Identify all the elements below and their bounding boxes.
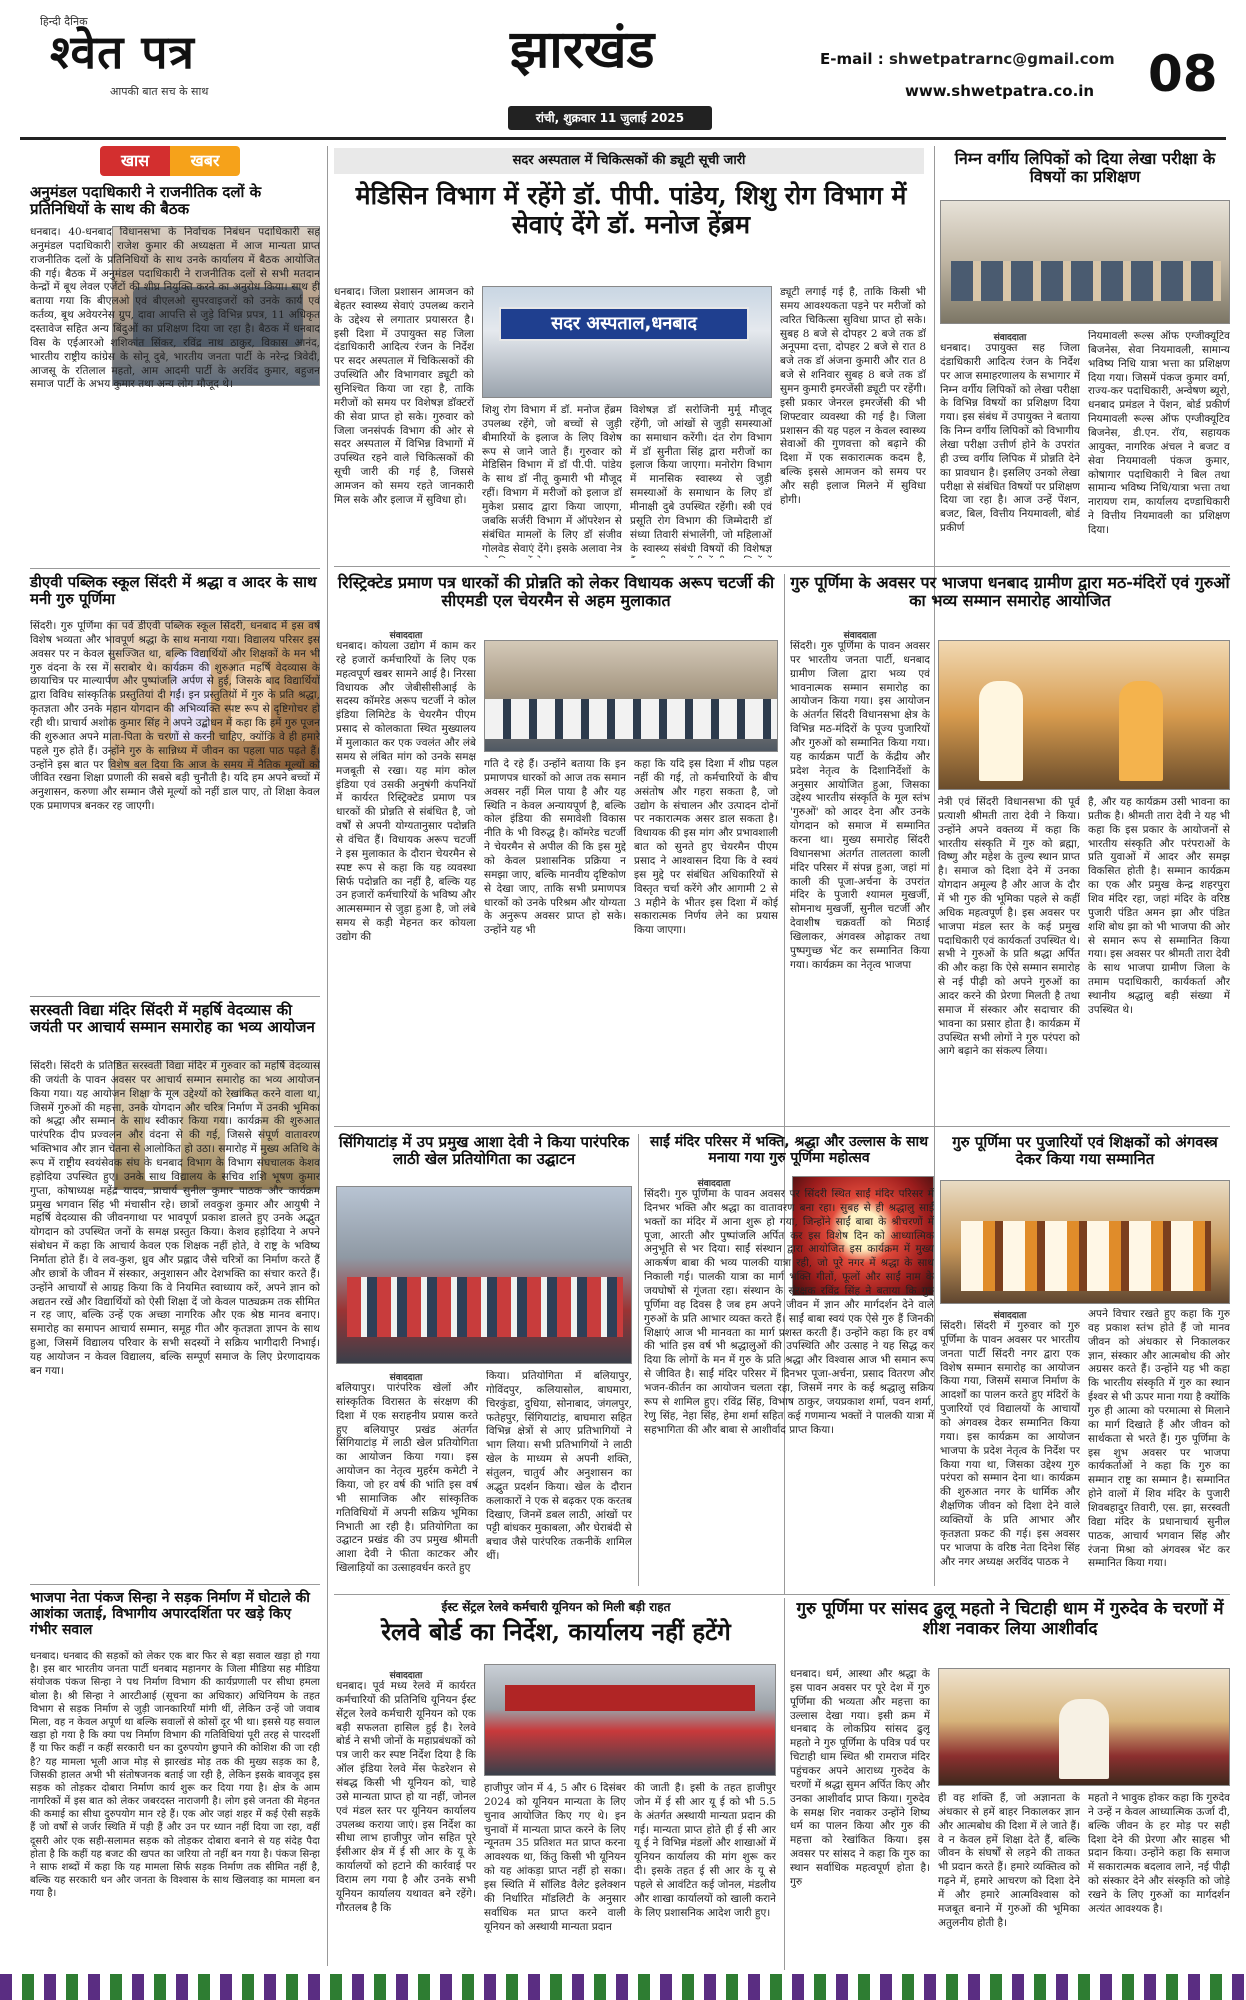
article-body: नेत्री एवं सिंदरी विधानसभा की पूर्व प्रत्याशी श्रीमती तारा देवी ने किया। उन्होंने अपने वक्तव्य में कहा कि भारतीय संस्कृति में गुरु को ब्रह्मा, विष्णु और महेश के तुल्य स्थान प्राप्त है। समाज को दिशा देने में उनका योगदान अमूल्य है और आज के दौर में भी गुरु की भूमिका पहले से कहीं अधिक महत्वपूर्ण है। इस अवसर पर भाजपा मंडल स्तर के कई प्रमुख पदाधिकारी एवं कार्यकर्ता उपस्थित थे। सभी ने गुरुओं के प्रति श्रद्धा अर्पित की और कहा कि ऐसे सम्मान समारोह से नई पीढ़ी को अपने गुरुओं का आदर करने की प्रेरणा मिलती है तथा समाज में संस्कार और सदाचार की भावना का प्रसार होता है। कार्यक्रम में उपस्थित सभी लोगों ने गुरु परंपरा को आगे बढ़ाने का संकल्प लिया। [938, 796, 1080, 1058]
article-body: अपने विचार रखते हुए कहा कि गुरु वह प्रकाश स्तंभ होते हैं जो मानव जीवन को अंधकार से निकालकर ज्ञान, संस्कार और आत्मबोध की ओर अग्रसर करते हैं। उन्होंने यह भी कहा कि भारतीय संस्कृति में गुरु का स्थान ईश्वर से भी ऊपर माना गया है क्योंकि गुरु ही आत्मा को परमात्मा से मिलाने का मार्ग दिखाते हैं और जीवन को सार्थकता से भरते हैं। गुरु पूर्णिमा के इस शुभ अवसर पर भाजपा कार्यकर्ताओं ने कहा कि गुरु का सम्मान राष्ट्र का सम्मान है। सम्मानित होने वालों में शिव मंदिर के पुजारी शिवबहादुर तिवारी, एस. झा, सरस्वती विद्या मंदिर के प्रधानाचार्य सुनील पाठक, आचार्य भगवान सिंह और रंजना मिश्रा को अंगवस्त्र भेंट कर सम्मानित किया गया। [1088, 1308, 1230, 1570]
article-body: नियमावली रूल्स ऑफ एग्जीक्यूटिव बिजनेस, सेवा नियमावली, सामान्य भविष्य निधि यात्रा भत्ता का प्रशिक्षण दिया गया। जिसमें पंकज कुमार वर्मा, राज्य-कर पदाधिकारी, अन्वेषण ब्यूरो, धनबाद प्रमंडल ने पेंशन, बोर्ड प्रकीर्ण नियमावली रूल्स ऑफ एग्जीक्यूटिव बिजनेस, डी.एन. रॉय, सहायक आयुक्त, नागरिक अंचल ने बजट व सेवा नियमावली पंकज कुमार, कोषागार पदाधिकारी ने बिल तथा सामान्य भविष्य निधि/यात्रा भत्ता तथा नारायण राम, कार्यालय दण्डाधिकारी ने वित्तीय नियमावली का प्रशिक्षण दिया। [1088, 330, 1230, 537]
article-body: ड्यूटी लगाई गई है, ताकि किसी भी समय आवश्यकता पड़ने पर मरीजों को त्वरित चिकित्सा सुविधा प्राप्त हो सके। सुबह 8 बजे से दोपहर 2 बजे तक डॉ अनूपमा दत्ता, दोपहर 2 बजे से रात 8 बजे तक डॉ अंजना कुमारी और रात 8 बजे से शनिवार सुबह 8 बजे तक डॉ सुमन कुमारी इमरजेंसी ड्यूटी पर रहेंगी। इसी प्रकार जेनरल इमरजेंसी की भी शिफ्टवार व्यवस्था की गई है। जिला प्रशासन की यह पहल न केवल स्वास्थ्य सेवाओं की गुणवत्ता को बढ़ाने की दिशा में एक सकारात्मक कदम है, बल्कि इससे आमजन को समय पर और सही इलाज मिलने में सुविधा होगी। [780, 286, 926, 506]
article-title: रेलवे बोर्ड का निर्देश, कार्यालय नहीं हटेंगे [381, 1617, 731, 1646]
article-body: सिंदरी। गुरु पूर्णिमा का पर्व डीएवी पब्लिक स्कूल सिंदरी, धनबाद में इस वर्ष विशेष भव्यता और भावपूर्ण श्रद्धा के साथ मनाया गया। विद्यालय परिसर इस अवसर पर न केवल सुसज्जित था, बल्कि विद्यार्थियों और शिक्षकों के मन भी गुरु वंदना के रस में सराबोर थे। कार्यक्रम की शुरुआत महर्षि वेदव्यास के छायाचित्र पर माल्यार्पण और पुष्पांजलि अर्पण से हुई, जिसके बाद विद्यार्थियों द्वारा विविध सांस्कृतिक प्रस्तुतियां दी गईं। इन प्रस्तुतियों में गुरु के प्रति श्रद्धा, कृतज्ञता और उनके महान योगदान की अभिव्यक्ति स्पष्ट रूप से दृष्टिगोचर हो रही थी। प्राचार्य अशोक कुमार सिंह ने अपने उद्बोधन में कहा कि हमें गुरु पूजन की शुरुआत अपने माता-पिता के चरणों से करनी चाहिए, क्योंकि वे ही हमारे पहले गुरु होते हैं। उन्होंने गुरु के सान्निध्य में जीवन का पहला पाठ पढ़ते हैं। उन्होंने इस बात पर विशेष बल दिया कि आज के समय में नैतिक मूल्यों को जीवित रखना शिक्षा प्रणाली की सबसे बड़ी चुनौती है। यदि हम अपने बच्चों में अनुशासन, करुणा और सम्मान जैसे मूल्यों को नहीं डाल पाए, तो शिक्षा केवल एक प्रमाणपत्र बनकर रह जाएगी। [30, 620, 320, 813]
article-title: गुरु पूर्णिमा पर पुजारियों एवं शिक्षकों को अंगवस्त्र देकर किया गया सम्मानित [952, 1133, 1218, 1169]
divider [334, 1126, 1230, 1127]
byline: संवाददाता [389, 1671, 423, 1681]
article-body: बलियापुर। पारंपरिक खेलों और सांस्कृतिक विरासत के संरक्षण की दिशा में एक सराहनीय प्रयास करते हुए बलियापुर प्रखंड अंतर्गत सिंगियाटांड़ में लाठी खेल प्रतियोगिता का आयोजन किया गया। इस आयोजन का नेतृत्व मुहर्रम कमेटी ने किया, जो हर वर्ष की भांति इस वर्ष भी सामाजिक और सांस्कृतिक गतिविधियों में अपनी सक्रिय भूमिका निभाती आ रही है। प्रतियोगिता का उद्घाटन प्रखंड की उप प्रमुख श्रीमती आशा देवी ने फीता काटकर और खिलाड़ियों का उत्साहवर्धन करते हुए [336, 1382, 478, 1575]
column-divider [784, 1598, 785, 1970]
railway-union-photo [484, 1664, 776, 1776]
article-body: धनबाद। कोयला उद्योग में काम कर रहे हजारों कर्मचारियों के लिए एक महत्वपूर्ण खबर सामने आई है। निरसा विधायक और जेबीसीसीआई के सदस्य कॉमरेड अरूप चटर्जी ने कोल इंडिया लिमिटेड के चेयरमैन पीएम प्रसाद से कोलकाता स्थित मुख्यालय में मुलाकात कर एक ज्वलंत और लंबे समय से लंबित मांग को उनके समक्ष मजबूती से रखा। यह मांग कोल इंडिया एवं उसकी अनुषंगी कंपनियों में कार्यरत रिस्ट्रिक्टेड प्रमाण पत्र धारकों की प्रोन्नति से संबंधित है, जो वर्षों से अपनी योग्यतानुसार पदोन्नति से वंचित हैं। विधायक अरूप चटर्जी ने इस मुलाकात के दौरान चेयरमैन से स्पष्ट रूप से कहा कि यह व्यवस्था सिर्फ पदोन्नति का नहीं है, बल्कि यह उन हजारों कर्मचारियों के भविष्य और आत्मसम्मान से जुड़ा हुआ है, जो लंबे समय से कड़ी मेहनत कर कोयला उद्योग की [336, 640, 476, 944]
article-body: धनबाद। उपायुक्त सह जिला दंडाधिकारी आदित्य रंजन के निर्देश पर आज समाहरणालय के सभागार में निम्न वर्गीय लिपिकों को लेखा परीक्षा के विभिन्न विषयों का प्रशिक्षण दिया गया। इस संबंध में उपायुक्त ने बताया कि निम्न वर्गीय लिपिकों को विभागीय लेखा परीक्षा उत्तीर्ण होने के उपरांत ही उच्च वर्गीय लिपिक में प्रोन्नति देने का प्रावधान है। इसलिए उनको लेखा परीक्षा से संबंधित विषयों पर प्रशिक्षण दिया जा रहा है। आज उन्हें पेंशन, बजट, बिल, वित्तीय नियमावली, बोर्ड प्रकीर्ण [940, 342, 1080, 535]
paper-tagline: आपकी बात सच के साथ [110, 85, 209, 98]
story-kicker [334, 148, 924, 174]
dateline-text: रांची, शुक्रवार 11 जुलाई 2025 [535, 111, 685, 125]
divider [30, 568, 320, 569]
article-title: डीएवी पब्लिक स्कूल सिंदरी में श्रद्धा व आदर के साथ मनी गुरु पूर्णिमा [30, 573, 317, 609]
divider [334, 1594, 1230, 1595]
meeting-delegation-photo [484, 640, 778, 752]
masthead-rule [20, 137, 1226, 140]
temple-honour-photo [938, 640, 1230, 790]
story-kicker-text: सदर अस्पताल में चिकित्सकों की ड्यूटी सूची जारी [512, 153, 746, 168]
article-body: की जाती है। इसी के तहत हाजीपुर जोन में ई सी आर यू ई को भी 5.5 के अंतर्गत अस्थायी मान्यता प्रदान की गई। मान्यता प्राप्त होते ही ई सी आर यू ई ने विभिन्न मंडलों और शाखाओं में यूनियन कार्यालय की मांग शुरू कर दी। इसके तहत ई सी आर के यू से पहले से आवंटित कई जोनल, मंडलीय और शाखा कार्यालयों को खाली कराने के लिए प्रशासनिक आदेश जारी हुए। [634, 1782, 776, 1919]
email-label: E-mail : [820, 50, 884, 68]
article-title: साईं मंदिर परिसर में भक्ति, श्रद्धा और उल्लास के साथ मनाया गया गुरु पूर्णिमा महोत्सव [649, 1134, 929, 1167]
byline: संवाददाता [697, 1179, 731, 1189]
byline: संवाददाता [843, 631, 877, 641]
pujari-honour-photo [940, 1180, 1230, 1304]
article-title: सरस्वती विद्या मंदिर सिंदरी में महर्षि वेदव्यास की जयंती पर आचार्य सम्मान समारोह का भव्य आयोजन [30, 1001, 315, 1037]
article-body: धनबाद। धर्म, आस्था और श्रद्धा के इस पावन अवसर पर पूरे देश में गुरु पूर्णिमा की भव्यता और महत्ता का उल्लास देखा गया। इसी क्रम में धनबाद के लोकप्रिय सांसद ढुलू महतो ने गुरु पूर्णिमा के पवित्र पर्व पर चिटाही धाम स्थित श्री रामराज मंदिर पहुंचकर अपने आराध्य गुरुदेव के चरणों में श्रद्धा सुमन अर्पित किए और उनका आशीर्वाद प्राप्त किया। गुरुदेव के समक्ष शिर नवाकर उन्होंने शिष्य धर्म का पालन किया और गुरु की महत्ता को रेखांकित किया। इस अवसर पर सांसद ने कहा कि गुरु का स्थान सर्वाधिक महत्वपूर्ण होता है। गुरु [790, 1668, 930, 1888]
dateline-bar [508, 106, 712, 130]
article-title: गुरु पूर्णिमा पर सांसद ढुलू महतो ने चिटाही धाम में गुरुदेव के चरणों में शीश नवाकर लिया आशीर्वाद [796, 1599, 1224, 1639]
byline: संवाददाता [993, 1311, 1027, 1321]
page-number: 08 [1148, 45, 1218, 103]
article-body: किया। प्रतियोगिता में बलियापुर, गोविंदपुर, कलियासोल, बाघमारा, चिरकुंडा, दुधिया, सोनाबाद, जंगलपुर, फतेहपुर, सिंगियाटांड़, बाघमारा सहित विभिन्न क्षेत्रों से आए प्रतिभागियों ने भाग लिया। सभी प्रतिभागियों ने लाठी खेल के माध्यम से अपनी शक्ति, संतुलन, चातुर्य और अनुशासन का अद्भुत प्रदर्शन किया। खेल के दौरान कलाकारों ने एक से बढ़कर एक करतब दिखाए, जिनमें डबल लाठी, आंखों पर पट्टी बांधकर मुकाबला, और घेराबंदी से बचाव जैसे पारंपरिक तकनीकें शामिल थीं। [486, 1370, 632, 1563]
article-body: धनबाद। जिला प्रशासन आमजन को बेहतर स्वास्थ्य सेवाएं उपलब्ध कराने के उद्देश्य से लगातार प्रयासरत है। इसी दिशा में उपायुक्त सह जिला दंडाधिकारी आदित्य रंजन के निर्देश पर सदर अस्पताल में चिकित्सकों की उपस्थिति और विभागवार ड्यूटी को सुनिश्चित किया जा रहा है, ताकि मरीजों को समय पर विशेषज्ञ डॉक्टरों की सेवा प्राप्त हो सके। गुरुवार को जिला जनसंपर्क विभाग की ओर से सदर अस्पताल में विभिन्न विभागों में उपस्थित रहने वाले चिकित्सकों की सूची जारी की गई है, जिससे आमजन को समय रहते जानकारी मिल सके और इलाज में सुविधा हो। [334, 286, 474, 506]
article-body: सिंदरी। गुरु पूर्णिमा के पावन अवसर पर भारतीय जनता पार्टी, धनबाद ग्रामीण जिला द्वारा भव्य एवं भावनात्मक सम्मान समारोह का आयोजन किया गया। इस आयोजन के अंतर्गत सिंदरी विधानसभा क्षेत्र के विभिन्न मठ-मंदिरों के पूज्य पुजारियों और गुरुओं को सम्मानित किया गया। यह कार्यक्रम पार्टी के केंद्रीय और प्रदेश नेतृत्व के दिशानिर्देशों के अनुसार आयोजित हुआ, जिसका उद्देश्य भारतीय संस्कृति के मूल स्तंभ 'गुरुओं' को आदर देना और उनके योगदान को समाज में सम्मानित करना था। मुख्य समारोह सिंदरी विधानसभा अंतर्गत तालतला काली मंदिर परिसर में संपन्न हुआ, जहां मां काली की पूजा-अर्चना के उपरांत मंदिर के पुजारी श्यामल मुखर्जी, सोमनाथ मुखर्जी, सुनील चटर्जी और देवाशीष चक्रवर्ती को मिठाई खिलाकर, अंगवस्त्र ओढ़ाकर तथा पुष्पगुच्छ भेंट कर सम्मानित किया गया। कार्यक्रम का नेतृत्व भाजपा [790, 640, 930, 971]
article-body: गति दे रहे हैं। उन्होंने बताया कि इन प्रमाणपत्र धारकों को आज तक समान अवसर नहीं मिल पाया है और यह स्थिति न केवल अन्यायपूर्ण है, बल्कि कोल इंडिया की समावेशी विकास नीति के भी विरुद्ध है। कॉमरेड चटर्जी ने चेयरमैन से अपील की कि इस मुद्दे को केवल प्रशासनिक प्रक्रिया न समझा जाए, बल्कि मानवीय दृष्टिकोण से देखा जाए, ताकि सभी प्रमाणपत्र धारकों को उनके परिश्रम और योग्यता के अनुरूप अवसर प्राप्त हो सके। उन्होंने यह भी [484, 758, 626, 937]
article-body: शिशु रोग विभाग में डॉ. मनोज हेंब्रम उपलब्ध रहेंगे, जो बच्चों से जुड़ी बीमारियों के इलाज के लिए विशेष रूप से जाने जाते हैं। गुरुवार को मेडिसिन विभाग में डॉ पी.पी. पांडेय के साथ डॉ नीतू कुमारी भी मौजूद रहीं। विभाग में मरीजों को इलाज डॉ मुकेश प्रसाद द्वारा किया जाएगा, जबकि सर्जरी विभाग में ऑपरेशन से संबंधित मामलों के लिए डॉ संजीव गोलवेड सेवाएं देंगे। इसके अलावा नेत्र [482, 404, 622, 555]
column-divider [327, 146, 328, 1966]
divider [30, 1584, 320, 1585]
article-title: अनुमंडल पदाधिकारी ने राजनीतिक दलों के प्रतिनिधियों के साथ की बैठक [30, 183, 262, 219]
badge-left: खास [100, 146, 170, 176]
lead-headline: मेडिसिन विभाग में रहेंगे डॉ. पीपी. पांडेय, शिशु रोग विभाग में सेवाएं देंगे डॉ. मनोज हेंब्रम [355, 181, 907, 239]
email-link[interactable]: shwetpatrarnc@gmail.com [888, 50, 1115, 68]
section-title: झारखंड [510, 19, 655, 80]
khas-khabar-badge [100, 146, 240, 176]
article-body: सिंदरी। सिंदरी के प्रतिष्ठित सरस्वती विद्या मंदिर में गुरुवार को महर्षि वेदव्यास की जयंती के पावन अवसर पर आचार्य सम्मान समारोह का भव्य आयोजन किया गया। यह आयोजन शिक्षा के मूल उद्देश्यों को रेखांकित करने वाला था, जिसमें गुरुओं की महत्ता, उनके योगदान और चरित्र निर्माण में उनकी भूमिका को श्रद्धा और सम्मान के साथ स्वीकार किया गया। कार्यक्रम की शुरुआत पारंपरिक दीप प्रज्वलन और वंदना से की गई, जिससे संपूर्ण वातावरण भक्तिभाव और ज्ञान चेतना से आलोकित हो उठा। समारोह में मुख्य अतिथि के रूप में राष्ट्रीय स्वयंसेवक संघ के धनबाद विभाग के विभाग संघचालक केशव हड़ोदिया उपस्थित हुए। उनके साथ विद्यालय के सचिव शशि भूषण कुमार गुप्ता, कोषाध्यक्ष महेंद्र यादव, प्राचार्य सुनील कुमार पाठक और कार्यक्रम प्रमुख भगवान सिंह भी मंचासीन रहे। छात्रों लवकुश कुमार और आयुषी ने महर्षि वेदव्यास की जीवनगाथा पर भावपूर्ण प्रकाश डालते हुए उनके अद्भुत योगदान को उपस्थित जनों के समक्ष प्रस्तुत किया। केशव हड़ोदिया ने अपने संबोधन में कहा कि आचार्य केवल एक शिक्षक नहीं होते, वे राष्ट्र के भविष्य निर्माता होते हैं। वे लव-कुश, ध्रुव और प्रह्लाद जैसे चरित्रों का निर्माण करते हैं और छात्रों के जीवन में संस्कार, अनुशासन और देशभक्ति का संचार करते हैं। उन्होंने आचार्यों से आग्रह किया कि वे नियमित स्वाध्याय करें, अपने ज्ञान को अद्यतन रखें और विद्यार्थियों को ऐसी शिक्षा दें जो केवल पाठ्यक्रम तक सीमित न रह जाए, बल्कि उन्हें एक अच्छा नागरिक और एक श्रेष्ठ मानव बनाए। समारोह का समापन आचार्य सम्मान, समूह गीत और कृतज्ञता ज्ञापन के साथ हुआ, जिसमें विद्यालय परिवार के सभी सदस्यों ने सक्रिय भागीदारी निभाई। यह आयोजन न केवल विद्यालय, बल्कि सम्पूर्ण समाज के लिए प्रेरणादायक बन गया। [30, 1060, 320, 1377]
article-body: धनबाद। धनबाद की सड़कों को लेकर एक बार फिर से बड़ा सवाल खड़ा हो गया है। इस बार भारतीय जनता पार्टी धनबाद महानगर के जिला मीडिया सह मीडिया संयोजक पंकज सिन्हा ने पथ निर्माण विभाग की कार्यप्रणाली पर सीधा हमला बोला है। श्री सिन्हा ने आरटीआई (सूचना का अधिकार) अधिनियम के तहत विभाग से सड़क निर्माण से जुड़ी जानकारियाँ मांगी थीं, लेकिन उन्हें जो जवाब मिला, वह न केवल अपूर्ण था बल्कि सवालों से कोसों दूर भी था। इससे यह सवाल खड़ा हो गया है कि क्या पथ निर्माण विभाग की गतिविधियां पूरी तरह से पारदर्शी हैं या फिर कहीं न कहीं सरकारी धन का दुरुपयोग छुपाने की कोशिश की जा रही है? यह मामला भूली आज मोड़ से झारखंड मोड़ तक की मुख्य सड़क का है, जिसकी हालत अभी भी संतोषजनक बताई जा रही है, लेकिन इसके बावजूद इस सड़क को तोड़कर दोबारा निर्माण कार्य शुरू कर दिया गया है। क्षेत्र के आम नागरिकों में इस बात को लेकर जबरदस्त नाराजगी है। लोग इसे जनता की मेहनत की कमाई का सीधा दुरुपयोग मान रहे हैं। एक ओर जहां शहर में कई ऐसी सड़कें हैं जो वर्षों से जर्जर स्थिति में पड़ी हैं और उन पर ध्यान नहीं दिया जा रहा, वहीं दूसरी ओर एक सही-सलामत सड़क को तोड़कर दोबारा बनाने से यह संदेह पैदा होता है कि कहीं यह बजट की खपत का जरिया तो नहीं बन गया है। पंकज सिन्हा ने साफ शब्दों में कहा कि यह मामला सिर्फ सड़क निर्माण तक सीमित नहीं है, बल्कि यह सरकारी धन और जनता के विश्वास के साथ खिलवाड़ का मामला बन गया है। [30, 1651, 320, 1900]
article-body: महतो ने भावुक होकर कहा कि गुरुदेव ने उन्हें न केवल आध्यात्मिक ऊर्जा दी, बल्कि जीवन के हर मोड़ पर सही दिशा देने की प्रेरणा और साहस भी प्रदान किया। उन्होंने कहा कि समाज में सकारात्मक बदलाव लाने, नई पीढ़ी को संस्कार देने और संस्कृति को जोड़े रखने के लिए गुरुओं का मार्गदर्शन अत्यंत आवश्यक है। [1088, 1792, 1230, 1915]
badge-right: खबर [170, 146, 240, 176]
website-link[interactable]: www.shwetpatra.co.in [905, 82, 1095, 100]
article-title: गुरु पूर्णिमा के अवसर पर भाजपा धनबाद ग्रामीण द्वारा मठ-मंदिरों एवं गुरुओं का भव्य सम्मान समारोह आयोजित [790, 573, 1230, 611]
railway-kicker: ईस्ट सेंट्रल रेलवे कर्मचारी यूनियन को मिली बड़ी राहत [441, 1600, 671, 1614]
contact-block [820, 50, 1115, 68]
article-body: धनबाद। पूर्व मध्य रेलवे में कार्यरत कर्मचारियों की प्रतिनिधि यूनियन ईस्ट सेंट्रल रेलवे कर्मचारी यूनियन को एक बड़ी सफलता हासिल हुई है। रेलवे बोर्ड ने सभी जोनों के महाप्रबंधकों को पत्र जारी कर स्पष्ट निर्देश दिया है कि ऑल इंडिया रेलवे मेंस फेडरेशन से संबद्ध किसी भी यूनियन को, चाहे उसे मान्यता प्राप्त हो या नहीं, जोनल एवं मंडल स्तर पर यूनियन कार्यालय उपलब्ध कराया जाएं। इस निर्देश का सीधा लाभ हाजीपुर जोन सहित पूरे ईसीआर क्षेत्र में ई सी आर के यू के कार्यालयों को हटाने की कार्रवाई पर विराम लग गया है और उनके सभी यूनियन कार्यालय यथावत बने रहेंगे। गौरतलब है कि [336, 1680, 476, 1914]
divider [30, 996, 320, 997]
article-title: निम्न वर्गीय लिपिकों को दिया लेखा परीक्षा के विषयों का प्रशिक्षण [954, 149, 1216, 187]
article-title: भाजपा नेता पंकज सिन्हा ने सड़क निर्माण में घोटाले की आशंका जताई, विभागीय अपारदर्शिता पर खड़े किए गंभीर सवाल [30, 1590, 310, 1639]
column-divider [638, 1134, 639, 1586]
hospital-sign-text: सदर अस्पताल,धनबाद [551, 313, 697, 334]
byline: संवाददाता [389, 1373, 423, 1383]
footer-color-strip [0, 1974, 1246, 2000]
byline: संवाददाता [389, 631, 423, 641]
article-title: सिंगियाटांड़ में उप प्रमुख आशा देवी ने किया पारंपरिक लाठी खेल प्रतियोगिता का उद्घाटन [338, 1133, 630, 1169]
article-body: विशेषज्ञ डॉ सरोजिनी मुर्मू मौजूद रहेंगी, जो आंखों से जुड़ी समस्याओं का समाधान करेंगी। दंत रोग विभाग में डॉ सुनीता सिंह द्वारा मरीजों का इलाज किया जाएगा। मनोरोग विभाग में मानसिक स्वास्थ्य से जुड़ी समस्याओं के समाधान के लिए डॉ मीनाक्षी दुबे उपस्थित रहेंगी। स्त्री एवं प्रसूति रोग विभाग की जिम्मेदारी डॉ संध्या तिवारी संभालेंगी, जो महिलाओं के स्वास्थ्य संबंधी विषयों की विशेषज्ञ [630, 404, 772, 555]
chitahi-dham-photo [938, 1668, 1230, 1786]
hospital-photo [482, 286, 772, 398]
lathi-competition-photo [336, 1186, 632, 1364]
article-body: हाजीपुर जोन में 4, 5 और 6 दिसंबर 2024 को यूनियन मान्यता के लिए चुनाव आयोजित किए गए थे। इन चुनावों में मान्यता प्राप्त करने के लिए न्यूनतम 35 प्रतिशत मत प्राप्त करना आवश्यक था, किंतु किसी भी यूनियन को यह आंकड़ा प्राप्त नहीं हो सका। इस स्थिति में सॉलिड वैलेट इलेक्शन की निर्धारित मॉडलिटी के अनुसार सर्वाधिक मत प्राप्त करने वाली यूनियन को अस्थायी मान्यता प्रदान [484, 1782, 626, 1933]
article-body: धनबाद। 40-धनबाद विधानसभा के निर्वाचक निबंधन पदाधिकारी सह अनुमंडल पदाधिकारी राजेश कुमार की अध्यक्षता में आज मान्यता प्राप्त राजनीतिक दलों के प्रतिनिधियों के साथ उनके कार्यालय में बैठक आयोजित की गई। बैठक में अनुमंडल पदाधिकारी ने राजनीतिक दलों से सभी मतदान केन्द्रों में बूथ लेवल एजेंटों की शीघ्र नियुक्ति करने का अनुरोध किया। साथ ही बताया गया कि बीएलओ एवं बीएलओ सुपरवाइजरों को उनके कार्य एवं कर्तव्य, बूथ अवेयरनेस ग्रुप, दावा आपत्ति से जुड़े विभिन्न प्रपत्र, 11 अधिकृत दस्तावेज सहित अन्य बिंदुओं का प्रशिक्षण दिया जा रहा है। बैठक में धनबाद विस के एईआरओ शशिकांत सिंकर, रविंद्र नाथ ठाकुर, विकास आनंद, भारतीय राष्ट्रीय कांग्रेस के सोनू दुबे, भारतीय जनता पार्टी के नरेन्द्र त्रिवेदी, आजसू के रतिलाल महतो, आम आदमी पार्टी के अरविंद कुमार, बहुजन समाज पार्टी के अभय कुमार तथा अन्य लोग मौजूद थे। [30, 226, 320, 391]
paper-name: श्वेत पत्र [50, 25, 195, 79]
article-body: है, और यह कार्यक्रम उसी भावना का प्रतीक है। श्रीमती तारा देवी ने यह भी कहा कि इस प्रकार के आयोजनों से भारतीय संस्कृति और परंपराओं के प्रति युवाओं में आदर और समझ विकसित होती है। सम्मान कार्यक्रम का एक और प्रमुख केन्द्र शहरपुरा शिव मंदिर रहा, जहां मंदिर के वरिष्ठ पुजारी पंडित अमन झा और पंडित शशि बोध झा को भी भाजपा की ओर से समान रूप से सम्मानित किया गया। इस अवसर पर श्रीमती तारा देवी के साथ भाजपा ग्रामीण जिला के तमाम पदाधिकारी, कार्यकर्ता और स्थानीय श्रद्धालु बड़ी संख्या में उपस्थित थे। [1088, 796, 1230, 1016]
byline: संवाददाता [993, 333, 1027, 343]
article-body: सिंदरी। गुरु पूर्णिमा के पावन अवसर पर सिंदरी स्थित साईं मंदिर परिसर में दिनभर भक्ति और श्रद्धा का वातावरण बना रहा। सुबह से ही श्रद्धालु साईं भक्तों का मंदिर में आना शुरू हो गया, जिन्होंने साईं बाबा के श्रीचरणों में पूजा, आरती और पुष्पांजलि अर्पित कर इस विशेष दिन को आध्यात्मिक अनुभूति से भर दिया। साईं संस्थान द्वारा आयोजित इस कार्यक्रम में मुख्य आकर्षण बाबा की भव्य पालकी यात्रा रही, जो पूरे नगर में श्रद्धा के साथ निकाली गई। पालकी यात्रा का मार्ग भक्ति गीतों, फूलों और साईं नाम के जयघोषों से गूंजता रहा। संस्थान के संरक्षक रविंद्र सिंह ने बताया कि गुरु पूर्णिमा वह दिवस है जब हम अपने जीवन में ज्ञान और मार्गदर्शन देने वाले गुरुओं के प्रति आभार व्यक्त करते हैं। साईं बाबा स्वयं एक ऐसे गुरु हैं जिनकी शिक्षाएं आज भी मानवता का मार्ग प्रशस्त करती हैं। उन्होंने कहा कि हर वर्ष की भांति इस वर्ष भी श्रद्धालुओं की उपस्थिति और उत्साह ने यह सिद्ध कर दिया कि लोगों के मन में गुरु के प्रति श्रद्धा और विश्वास आज भी समान रूप से जीवित है। साईं मंदिर परिसर में दिनभर पूजा-अर्चना, प्रसाद वितरण और भजन-कीर्तन का आयोजन चलता रहा, जिसमें नगर के कई श्रद्धालु सक्रिय रूप से शामिल हुए। रविंद्र सिंह, विभाष ठाकुर, जयप्रकाश शर्मा, पवन शर्मा, रेणु सिंह, नेहा सिंह, हेमा शर्मा सहित कई गणमान्य भक्तों ने पालकी यात्रा में सहभागिता की और बाबा से आशीर्वाद प्राप्त किया। [644, 1188, 934, 1436]
column-divider [934, 146, 935, 1586]
divider [334, 566, 1230, 567]
article-title: रिस्ट्रिक्टेड प्रमाण पत्र धारकों की प्रोन्नति को लेकर विधायक अरूप चटर्जी की सीएमडी एल चेयरमैन से अहम मुलाकात [337, 573, 775, 611]
article-body: कहा कि यदि इस दिशा में शीघ्र पहल नहीं की गई, तो कर्मचारियों के बीच असंतोष और गहरा सकता है, जो उद्योग के संचालन और उत्पादन दोनों पर नकारात्मक असर डाल सकता है। विधायक की इस मांग और प्रभावशाली बात को सुनते हुए चेयरमैन पीएम प्रसाद ने आश्वासन दिया कि वे स्वयं इस मुद्दे पर संबंधित अधिकारियों से विस्तृत चर्चा करेंगे और आगामी 2 से 3 महीने के भीतर इस दिशा में कोई सकारात्मक निर्णय लेने का प्रयास किया जाएगा। [634, 758, 778, 937]
masthead-kicker: हिन्दी दैनिक [40, 15, 88, 28]
training-photo [940, 200, 1230, 324]
article-body: ही वह शक्ति हैं, जो अज्ञानता के अंधकार से हमें बाहर निकालकर ज्ञान और आत्मबोध की दिशा में ले जाते हैं। वे न केवल हमें शिक्षा देते हैं, बल्कि जीवन के संघर्षों से लड़ने की ताकत भी प्रदान करते हैं। हमारे व्यक्तित्व को गढ़ने में, हमारे आचरण को दिशा देने में और हमारे आत्मविश्वास को मजबूत बनाने में गुरुओं की भूमिका अतुलनीय होती है। [938, 1792, 1080, 1929]
article-body: सिंदरी। सिंदरी में गुरुवार को गुरु पूर्णिमा के पावन अवसर पर भारतीय जनता पार्टी सिंदरी नगर द्वारा एक विशेष सम्मान समारोह का आयोजन किया गया, जिसमें समाज निर्माण के आदर्शों का पालन करते हुए मंदिरों के पुजारियों एवं विद्यालयों के आचार्यों को अंगवस्त्र देकर सम्मानित किया गया। इस कार्यक्रम का आयोजन भाजपा के प्रदेश नेतृत्व के निर्देश पर किया गया था, जिसका उद्देश्य गुरु परंपरा को सम्मान देना था। कार्यक्रम की शुरुआत नगर के धार्मिक और शैक्षणिक जीवन को दिशा देने वाले व्यक्तियों के प्रति आभार और कृतज्ञता प्रकट की गई। इस अवसर पर भाजपा के वरिष्ठ नेता दिनेश सिंह और नगर अध्यक्ष अरविंद पाठक ने [940, 1320, 1080, 1568]
